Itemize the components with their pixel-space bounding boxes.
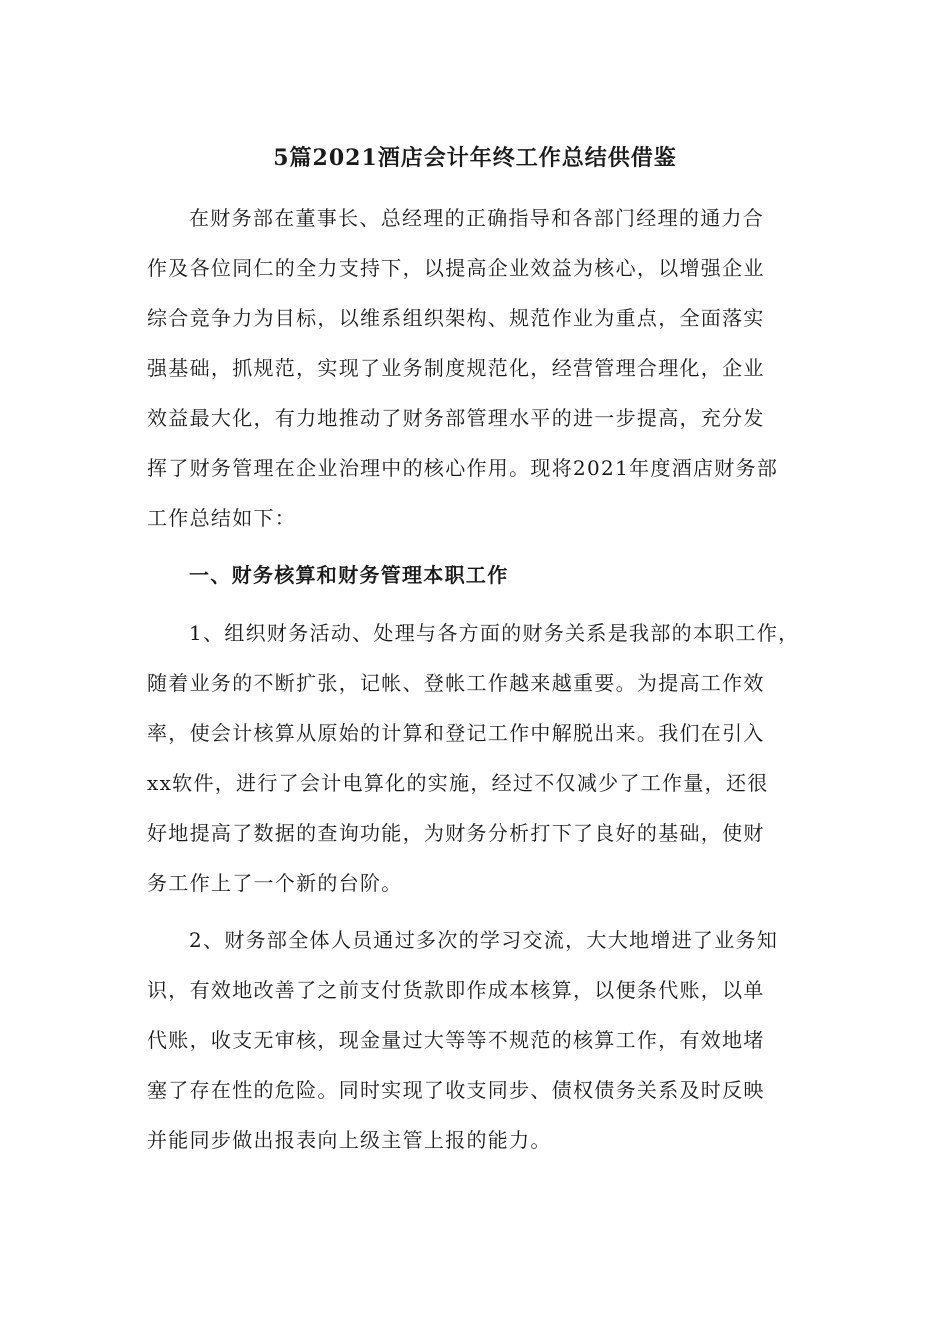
para2-line-3: 代账，收支无审核，现金量过大等等不规范的核算工作，有效地堵: [147, 1028, 765, 1052]
intro-line-2: 作及各位同仁的全力支持下，以提高企业效益为核心，以增强企业: [147, 256, 765, 280]
para1-line-2: 随着业务的不断扩张，记帐、登帐工作越来越重要。为提高工作效: [147, 671, 765, 695]
para1-line-5: 好地提高了数据的查询功能，为财务分析打下了良好的基础，使财: [147, 821, 765, 845]
intro-line-4: 强基础，抓规范，实现了业务制度规范化，经营管理合理化，企业: [147, 356, 765, 380]
para2-line-5: 并能同步做出报表向上级主管上报的能力。: [147, 1128, 552, 1152]
para1-line-1: 1、组织财务活动、处理与各方面的财务关系是我部的本职工作，: [189, 621, 800, 645]
para2-line-1: 2、财务部全体人员通过多次的学习交流，大大地增进了业务知: [189, 928, 779, 952]
intro-line-6: 挥了财务管理在企业治理中的核心作用。现将2021年度酒店财务部: [147, 456, 779, 480]
intro-line-5: 效益最大化，有力地推动了财务部管理水平的进一步提高，充分发: [147, 406, 765, 430]
intro-line-7: 工作总结如下：: [147, 506, 297, 530]
para1-line-6: 务工作上了一个新的台阶。: [147, 871, 403, 895]
para2-line-4: 塞了存在性的危险。同时实现了收支同步、债权债务关系及时反映: [147, 1078, 765, 1102]
para2-line-2: 识，有效地改善了之前支付货款即作成本核算，以便条代账，以单: [147, 978, 765, 1002]
intro-line-3: 综合竞争力为目标，以维系组织架构、规范作业为重点，全面落实: [147, 306, 765, 330]
document-title: 5篇2021酒店会计年终工作总结供借鉴: [273, 145, 677, 171]
section-heading-1: 一、财务核算和财务管理本职工作: [189, 563, 509, 587]
intro-line-1: 在财务部在董事长、总经理的正确指导和各部门经理的通力合: [189, 206, 765, 230]
para1-line-3: 率，使会计核算从原始的计算和登记工作中解脱出来。我们在引入: [147, 721, 765, 745]
para1-line-4: xx软件，进行了会计电算化的实施，经过不仅减少了工作量，还很: [147, 771, 769, 795]
